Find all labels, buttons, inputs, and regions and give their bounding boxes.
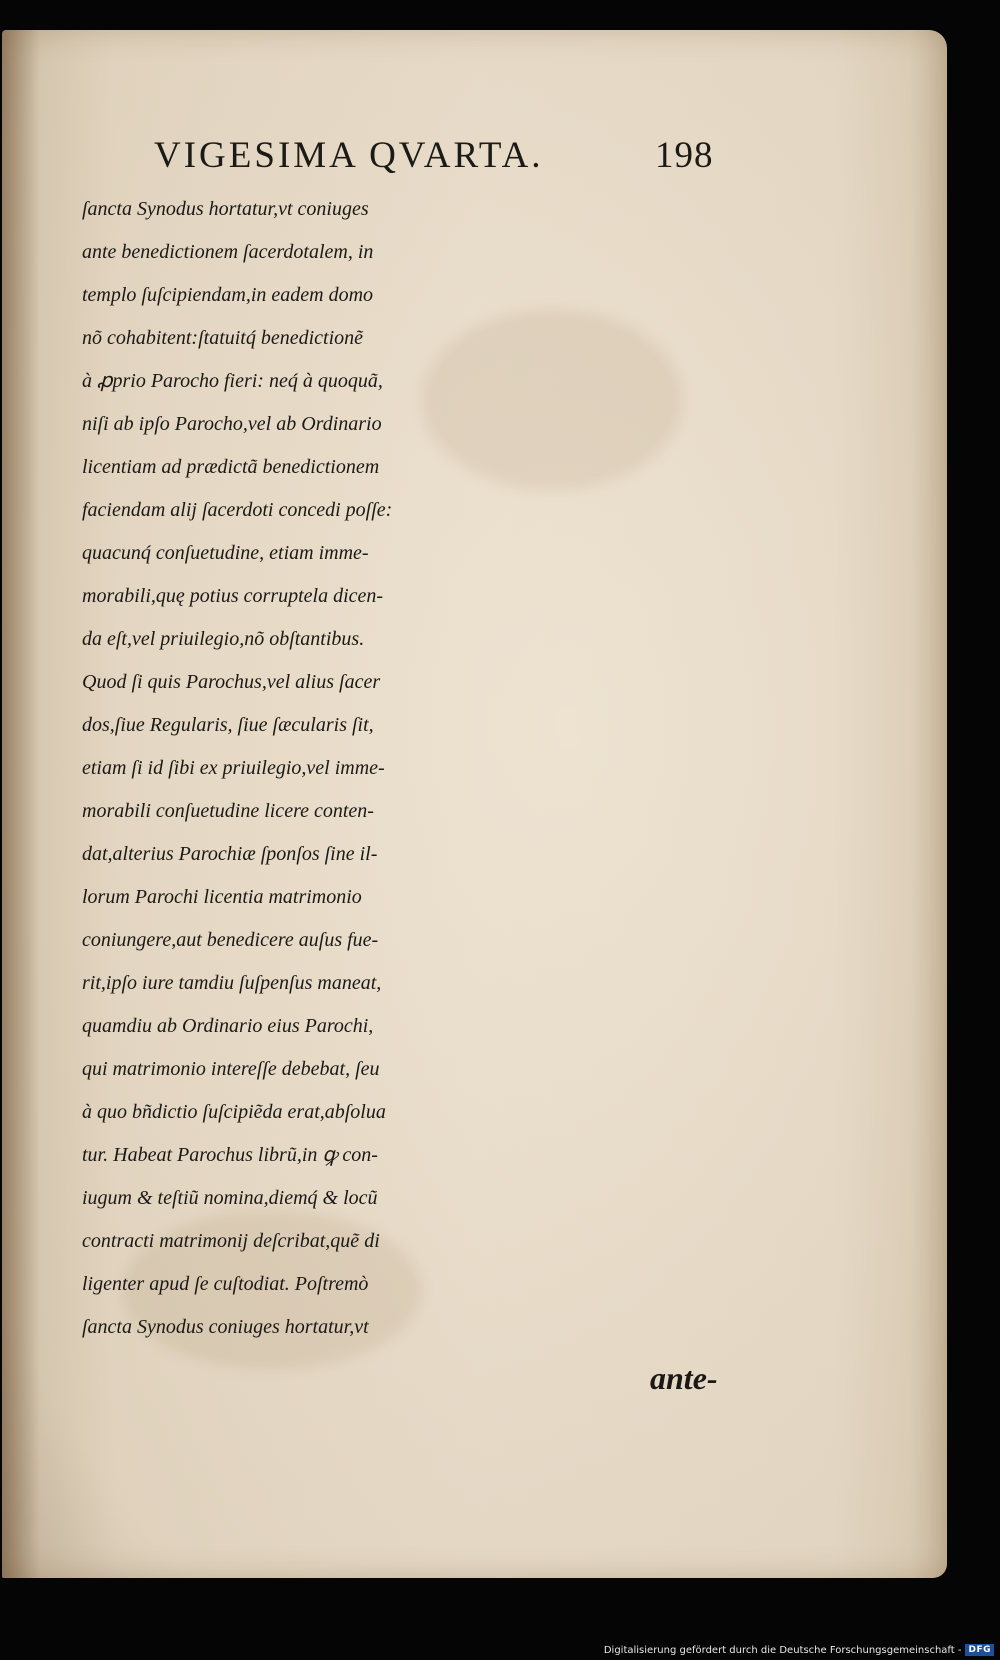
text-line: nõ cohabitent:ſtatuitq́ benedictionẽ — [82, 327, 364, 349]
text-line: dos,ſiue Regularis, ſiue ſæcularis ſit, — [82, 714, 374, 736]
text-line: ligenter apud ſe cuſtodiat. Poſtremò — [82, 1273, 369, 1295]
text-line: contracti matrimonij deſcribat,quẽ di — [82, 1230, 380, 1252]
text-line: morabili conſuetudine licere conten- — [82, 800, 374, 822]
text-line: da eſt,vel priuilegio,nõ obſtantibus. — [82, 628, 365, 650]
text-line: coniungere,aut benedicere auſus fue- — [82, 929, 379, 951]
text-line: ſancta Synodus coniuges hortatur,vt — [82, 1316, 369, 1338]
text-line: ſancta Synodus hortatur,vt coniuges — [82, 198, 369, 220]
text-line: licentiam ad prædictã benedictionem — [82, 456, 380, 478]
text-line: dat,alterius Parochiæ ſponſos ſine il- — [82, 843, 378, 865]
folio-number: 198 — [655, 135, 714, 176]
text-line: morabili,quę potius corruptela dicen- — [82, 585, 384, 607]
text-line: qui matrimonio intereſſe debebat, ſeu — [82, 1058, 380, 1080]
digitization-credit — [604, 1644, 994, 1656]
text-line: à quo bñdictio ſuſcipiẽda erat,abſolua — [82, 1101, 386, 1123]
text-line: tur. Habeat Parochus librũ,in ꝙ con- — [82, 1144, 378, 1166]
text-line: etiam ſi id ſibi ex priuilegio,vel imme- — [82, 757, 385, 779]
body-text — [82, 188, 762, 1349]
page-gutter-shadow — [2, 30, 40, 1578]
running-head: VIGESIMA QVARTA. — [154, 135, 544, 176]
credit-text: Digitalisierung gefördert durch die Deutsche Forschungsgemeinschaft - — [603, 1644, 962, 1656]
dfg-logo: DFG — [965, 1644, 994, 1656]
text-line: quamdiu ab Ordinario eius Parochi, — [82, 1015, 374, 1037]
text-line: faciendam alij ſacerdoti concedi poſſe: — [82, 499, 393, 521]
text-line: niſi ab ipſo Parocho,vel ab Ordinario — [82, 413, 382, 435]
text-line: à ꝓprio Parocho fieri: neq́ à quoquã, — [82, 370, 383, 392]
text-line: rit,ipſo iure tamdiu ſuſpenſus maneat, — [82, 972, 382, 994]
text-line: ante benedictionem ſacerdotalem, in — [82, 241, 374, 263]
text-line: Quod ſi quis Parochus,vel alius ſacer — [82, 671, 381, 693]
text-line: quacunq́ conſuetudine, etiam imme- — [82, 542, 369, 564]
text-line: lorum Parochi licentia matrimonio — [82, 886, 362, 908]
text-line: templo ſuſcipiendam,in eadem domo — [82, 284, 374, 306]
catchword: ante- — [650, 1360, 718, 1396]
text-line: iugum & teſtiũ nomina,diemq́ & locũ — [82, 1187, 378, 1209]
book-page — [2, 30, 947, 1578]
